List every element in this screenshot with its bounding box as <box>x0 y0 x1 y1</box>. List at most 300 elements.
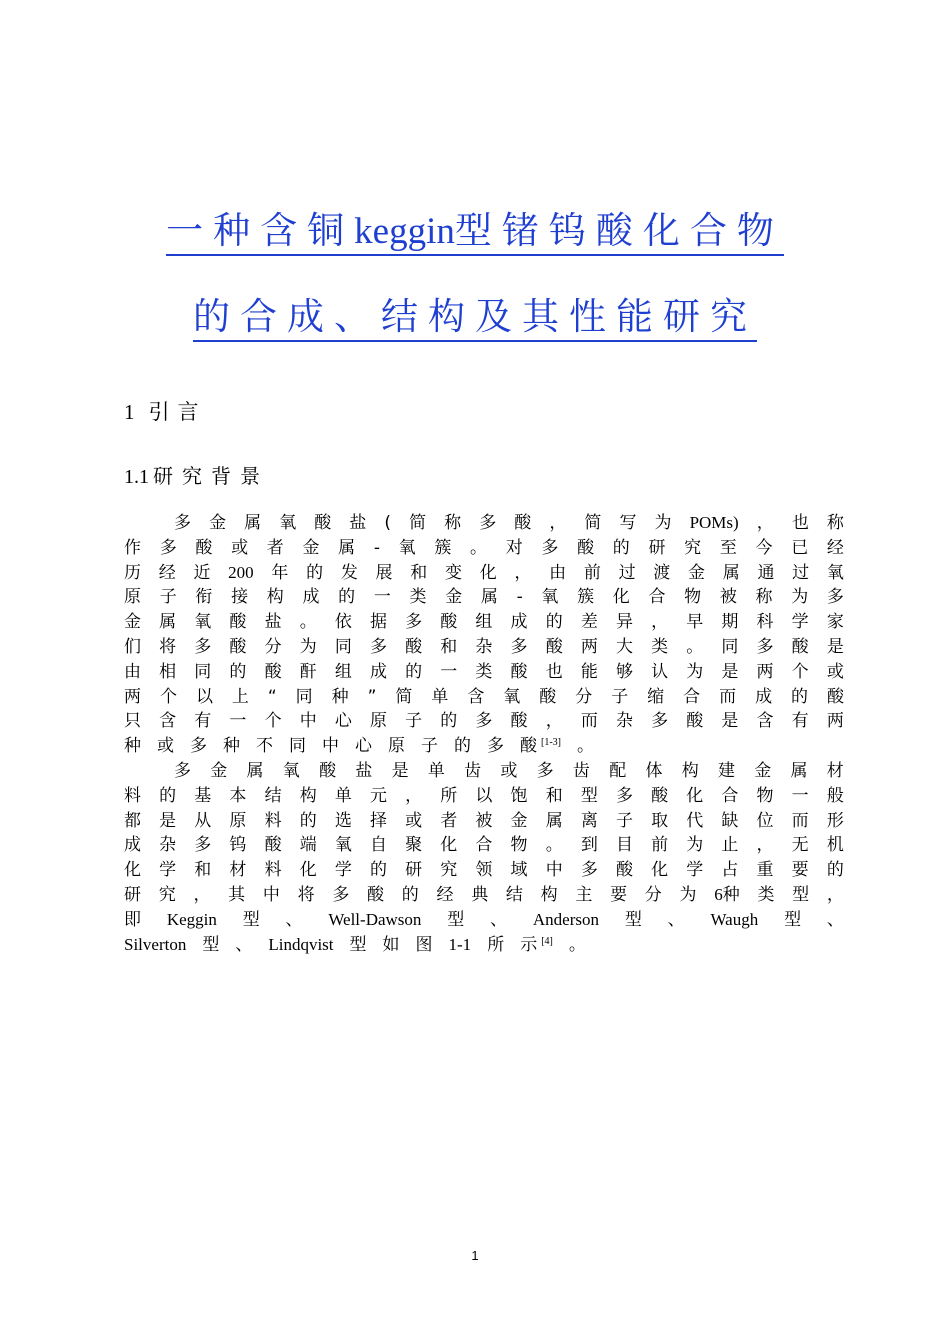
text-token: 重 <box>756 860 774 881</box>
text-token: 型 <box>792 884 810 905</box>
text-token: 钨 <box>229 835 247 856</box>
paragraph-line <box>124 734 844 759</box>
text-token: 原 <box>388 736 405 757</box>
text-token: 而 <box>580 711 598 732</box>
text-token: ， <box>405 785 423 806</box>
text-token: 前 <box>651 835 669 856</box>
text-token: 的 <box>338 587 356 608</box>
text-token: 中 <box>262 884 280 905</box>
text-token: ， <box>514 562 532 583</box>
paragraph-line <box>124 809 844 834</box>
text-token: 是 <box>721 661 739 682</box>
text-token: 的 <box>826 860 844 881</box>
text-token: - <box>373 537 380 558</box>
text-token: 要 <box>610 884 628 905</box>
text-token: 属 <box>338 537 356 558</box>
text-token: 材 <box>229 860 247 881</box>
text-token: 家 <box>826 612 844 633</box>
text-token: 型 <box>624 909 642 930</box>
text-token: ， <box>193 884 211 905</box>
text-token: 原 <box>229 810 247 831</box>
text-token: 科 <box>756 612 774 633</box>
text-token: 两 <box>826 711 844 732</box>
text-token: 酸 <box>510 711 528 732</box>
text-token: 简 <box>409 513 427 533</box>
text-token: 为 <box>654 513 672 533</box>
text-token: 化 <box>651 860 669 881</box>
text-token: 簇 <box>434 537 452 558</box>
text-token: 饱 <box>510 785 528 806</box>
text-token: 有 <box>194 711 212 732</box>
text-token: 由 <box>549 562 567 583</box>
text-token: Waugh <box>710 909 759 929</box>
text-token: 学 <box>159 860 177 881</box>
text-token: 心 <box>334 711 352 732</box>
text-token: 择 <box>369 810 387 831</box>
text-token: 氧 <box>541 587 559 608</box>
text-token: 酸 <box>791 636 809 657</box>
text-token: 一 <box>373 587 391 608</box>
text-token: 多 <box>580 860 598 881</box>
text-token: 子 <box>159 587 177 608</box>
text-token: 的 <box>229 661 247 682</box>
text-token: 是 <box>721 711 739 732</box>
text-token: 研 <box>648 537 666 558</box>
section-heading-1 <box>124 396 207 426</box>
paragraph-line <box>124 908 844 933</box>
text-token: 简 <box>584 513 602 533</box>
text-token: 酸 <box>510 661 528 682</box>
text-token: 典 <box>471 884 489 905</box>
text-token: 合 <box>683 686 701 707</box>
text-token: 作 <box>124 537 141 558</box>
text-token: 将 <box>159 636 177 657</box>
text-token: 中 <box>545 860 563 881</box>
text-token: 酸 <box>319 760 337 781</box>
text-token: 多 <box>194 636 212 657</box>
text-token: 组 <box>475 612 493 633</box>
text-token: 以 <box>195 686 213 707</box>
text-token: 合 <box>648 587 666 608</box>
text-token: 的 <box>791 686 809 707</box>
text-token: 般 <box>826 785 844 806</box>
text-token: 物 <box>756 785 774 806</box>
text-token: 、 <box>285 909 303 930</box>
text-token: 。 <box>470 537 488 558</box>
paragraph-line <box>124 883 844 908</box>
paragraph-line <box>124 685 844 710</box>
text-token: 酸 <box>545 636 563 657</box>
text-token: 本 <box>229 785 247 806</box>
text-token: 子 <box>615 810 633 831</box>
text-token: 多 <box>510 636 528 657</box>
text-token: 无 <box>791 835 809 856</box>
text-token: 盐 <box>349 513 367 533</box>
text-token: 金 <box>302 537 320 558</box>
text-token: 酸 <box>229 612 247 633</box>
text-token: 属 <box>244 513 262 533</box>
text-token: 型 <box>447 909 465 930</box>
subsection-title: 研究背景 <box>153 464 269 488</box>
text-token: 化 <box>299 860 317 881</box>
text-token: 酸 <box>264 835 282 856</box>
text-token: ， <box>756 513 774 533</box>
text-token: 种 <box>124 736 141 757</box>
document-title <box>100 208 850 340</box>
text-token: 也 <box>791 513 809 533</box>
text-token: 单 <box>334 785 352 806</box>
text-token: 多 <box>487 736 504 757</box>
text-token: 写 <box>619 513 637 533</box>
text-token: 氧 <box>279 513 297 533</box>
text-token: 。 <box>299 612 317 633</box>
text-token: 和 <box>410 562 428 583</box>
text-token: 或 <box>826 661 844 682</box>
text-token: 一 <box>229 711 247 732</box>
text-token: 两 <box>580 636 598 657</box>
text-token: 的 <box>545 612 563 633</box>
text-token: 种 <box>223 736 240 757</box>
text-token: 的 <box>401 884 419 905</box>
text-token: 领 <box>475 860 493 881</box>
text-token: 究 <box>684 537 702 558</box>
text-token: 结 <box>505 884 523 905</box>
text-token: 子 <box>611 686 629 707</box>
text-token: Lindqvist <box>268 934 334 954</box>
text-token: 酸 <box>686 711 704 732</box>
title-part-line2: 的合成、结构及其性能研究 <box>193 295 757 342</box>
text-token: 类 <box>757 884 775 905</box>
text-token: 元 <box>369 785 387 806</box>
text-token: 配 <box>609 760 627 781</box>
text-token: 中 <box>299 711 317 732</box>
text-token: 大 <box>615 636 633 657</box>
text-token: 形 <box>826 810 844 831</box>
text-token: 过 <box>792 562 810 583</box>
text-token: 酸 <box>827 686 844 707</box>
paragraph-line <box>124 660 844 685</box>
text-token: 杂 <box>615 711 633 732</box>
text-token: 从 <box>194 810 212 831</box>
subsection-number: 1.1 <box>124 466 149 488</box>
text-token: 也 <box>545 661 563 682</box>
text-token: 盐 <box>264 612 282 633</box>
text-token: 体 <box>645 760 663 781</box>
text-token: 同 <box>194 661 212 682</box>
text-token: 研 <box>124 884 141 905</box>
paragraph-line <box>124 561 844 586</box>
title-line-2 <box>100 294 850 340</box>
text-token: 和 <box>194 860 212 881</box>
text-token: 子 <box>421 736 438 757</box>
text-token: 或 <box>231 537 249 558</box>
text-token: 同 <box>334 636 352 657</box>
text-token: 前 <box>583 562 601 583</box>
text-token: 两 <box>756 661 774 682</box>
text-token: 多 <box>541 537 559 558</box>
text-token: 是 <box>391 760 409 781</box>
text-token: 要 <box>791 860 809 881</box>
text-token: 即 <box>124 909 141 930</box>
text-token: 简 <box>395 686 413 707</box>
text-token: 氧 <box>282 760 300 781</box>
paragraph-line <box>124 709 844 734</box>
text-token: 缺 <box>721 810 739 831</box>
text-token: 组 <box>334 661 352 682</box>
text-token: 料 <box>124 785 141 806</box>
text-token: 构 <box>540 884 558 905</box>
text-token: 以 <box>475 785 493 806</box>
text-token: 建 <box>717 760 735 781</box>
text-token: 氧 <box>398 537 416 558</box>
text-token: 化 <box>440 835 458 856</box>
title-part-a: 一种含铜 <box>166 209 355 252</box>
text-token: 酸 <box>615 860 633 881</box>
text-token: 两 <box>124 686 141 707</box>
text-token: 相 <box>159 661 177 682</box>
text-token: 多 <box>369 636 387 657</box>
title-part-b: 型锗钨酸化合物 <box>454 209 784 252</box>
text-token: 、 <box>490 909 508 930</box>
text-token: 端 <box>299 835 317 856</box>
text-token: 含 <box>756 711 774 732</box>
text-token: 单 <box>431 686 449 707</box>
text-token: 200 <box>228 562 254 582</box>
text-token: 。 <box>568 934 586 955</box>
text-token: ， <box>549 513 567 533</box>
text-token: 含 <box>467 686 485 707</box>
text-token: 的 <box>454 736 471 757</box>
text-token: 的 <box>405 661 423 682</box>
text-token: 金 <box>688 562 705 583</box>
text-token: 已 <box>791 537 809 558</box>
text-token: 合 <box>475 835 493 856</box>
text-token: 型 <box>202 934 220 955</box>
text-token: 离 <box>580 810 598 831</box>
text-token: 年 <box>271 562 289 583</box>
text-token: 簇 <box>577 587 595 608</box>
paragraph-line <box>124 784 844 809</box>
text-token: 同 <box>721 636 739 657</box>
text-token: Silverton <box>124 934 187 954</box>
paragraph-line <box>124 536 844 561</box>
text-token: 属 <box>246 760 264 781</box>
text-token: 合 <box>721 785 739 806</box>
paragraph-line <box>124 933 844 958</box>
text-token: - <box>516 587 523 608</box>
text-token: 一 <box>791 785 809 806</box>
text-token: 的 <box>612 537 630 558</box>
text-token: 金 <box>754 760 772 781</box>
text-token: ” <box>367 686 377 707</box>
text-token: 化 <box>479 562 497 583</box>
subsection-heading-1-1 <box>124 460 269 489</box>
text-token: 而 <box>791 810 809 831</box>
text-token: 类 <box>409 587 427 608</box>
text-token: 分 <box>575 686 593 707</box>
text-token: 发 <box>340 562 358 583</box>
text-token: 们 <box>124 636 141 657</box>
text-token: 由 <box>124 661 141 682</box>
text-token: 历 <box>124 562 141 583</box>
text-token: 构 <box>266 587 284 608</box>
text-token: 所 <box>440 785 458 806</box>
section-title: 引言 <box>148 400 207 424</box>
text-token: 是 <box>826 636 844 657</box>
text-token: 酸 <box>514 513 532 533</box>
text-token: 心 <box>355 736 372 757</box>
text-token: 原 <box>369 711 387 732</box>
text-token: 、 <box>235 934 253 955</box>
citation-reference: [4] <box>541 935 553 947</box>
text-token: 型 <box>580 785 598 806</box>
text-token: 。 <box>577 736 594 757</box>
text-token: 酸 <box>367 884 385 905</box>
text-token: 物 <box>510 835 528 856</box>
text-token: 多 <box>159 537 177 558</box>
text-token: 酸 <box>440 612 458 633</box>
text-token: 够 <box>615 661 633 682</box>
text-token: ， <box>756 835 774 856</box>
text-token: 料 <box>264 860 282 881</box>
text-token: 都 <box>124 810 141 831</box>
text-token: 同 <box>295 686 313 707</box>
text-token: 经 <box>158 562 176 583</box>
text-token: 个 <box>264 711 282 732</box>
text-token: Well-Dawson <box>328 909 422 929</box>
text-token: 的 <box>440 711 458 732</box>
paragraph-line <box>124 833 844 858</box>
text-token: 渡 <box>653 562 671 583</box>
text-token: 氧 <box>194 612 212 633</box>
text-token: 通 <box>757 562 775 583</box>
text-token: ( <box>384 513 392 533</box>
text-token: “ <box>267 686 277 707</box>
text-token: 期 <box>721 612 739 633</box>
text-token: 到 <box>580 835 598 856</box>
text-token: 一 <box>440 661 458 682</box>
text-token: 为 <box>791 587 809 608</box>
text-token: 酸 <box>314 513 332 533</box>
text-token: 取 <box>651 810 669 831</box>
text-token: 酸 <box>195 537 213 558</box>
text-token: 多 <box>405 612 423 633</box>
text-token: 多 <box>756 636 774 657</box>
text-token: 位 <box>756 810 774 831</box>
text-token: 化 <box>124 860 141 881</box>
text-token: 料 <box>264 810 282 831</box>
text-token: 接 <box>231 587 249 608</box>
text-token: 同 <box>289 736 306 757</box>
section-number: 1 <box>124 400 135 424</box>
text-token: 金 <box>445 587 463 608</box>
title-part-latin: keggin <box>354 211 455 252</box>
text-token: 上 <box>231 686 249 707</box>
text-token: 究 <box>158 884 176 905</box>
text-token: 类 <box>651 636 669 657</box>
text-token: 结 <box>264 785 282 806</box>
text-token: 被 <box>719 587 737 608</box>
text-token: 研 <box>405 860 423 881</box>
text-token: 、 <box>667 909 685 930</box>
text-token: 被 <box>475 810 493 831</box>
text-token: 为 <box>299 636 317 657</box>
text-token: 含 <box>159 711 177 732</box>
text-token: 多 <box>194 835 212 856</box>
text-token: 自 <box>369 835 387 856</box>
text-token: 酐 <box>299 661 317 682</box>
text-token: 个 <box>791 661 809 682</box>
text-token: 的 <box>369 860 387 881</box>
text-token: 金 <box>124 612 141 633</box>
text-token: 究 <box>440 860 458 881</box>
text-token: 者 <box>440 810 458 831</box>
text-token: 者 <box>266 537 284 558</box>
text-token: Anderson <box>532 909 600 929</box>
text-token: 为 <box>686 835 704 856</box>
text-token: 型 <box>784 909 802 930</box>
body-paragraphs <box>124 511 844 957</box>
text-token: 展 <box>375 562 393 583</box>
text-token: 成 <box>124 835 141 856</box>
text-token: 个 <box>159 686 177 707</box>
text-token: 至 <box>719 537 737 558</box>
text-token: 6种 <box>714 884 740 904</box>
text-token: 选 <box>334 810 352 831</box>
text-token: 将 <box>297 884 315 905</box>
text-token: 属 <box>790 760 808 781</box>
text-token: 不 <box>256 736 273 757</box>
text-token: 金 <box>210 760 228 781</box>
text-token: 为 <box>679 884 697 905</box>
text-token: 金 <box>209 513 227 533</box>
text-token: 氧 <box>334 835 352 856</box>
text-token: 能 <box>580 661 598 682</box>
text-token: 机 <box>826 835 844 856</box>
text-token: 差 <box>580 612 598 633</box>
text-token: 聚 <box>405 835 423 856</box>
text-token: 成 <box>369 661 387 682</box>
text-token: 而 <box>719 686 737 707</box>
text-token: 是 <box>159 810 177 831</box>
text-token: ， <box>651 612 669 633</box>
text-token: 多 <box>190 736 207 757</box>
text-token: 主 <box>575 884 593 905</box>
text-token: 属 <box>722 562 740 583</box>
text-token: 1-1 <box>448 934 472 954</box>
text-token: 和 <box>545 785 563 806</box>
text-token: 称 <box>826 513 844 533</box>
text-token: 或 <box>157 736 174 757</box>
text-token: 。 <box>545 835 563 856</box>
text-token: ， <box>826 884 844 905</box>
text-token: 成 <box>302 587 320 608</box>
text-token: 域 <box>510 860 528 881</box>
paragraph-line <box>124 635 844 660</box>
text-token: 多 <box>615 785 633 806</box>
text-token: 多 <box>479 513 497 533</box>
text-token: 成 <box>510 612 528 633</box>
text-token: 过 <box>618 562 636 583</box>
text-token: 型 <box>349 934 367 955</box>
text-token: 所 <box>487 934 505 955</box>
text-token: 盐 <box>355 760 373 781</box>
text-token: 的 <box>299 810 317 831</box>
text-token: 物 <box>684 587 702 608</box>
text-token: 为 <box>686 661 704 682</box>
text-token: 占 <box>721 860 739 881</box>
text-token: 变 <box>444 562 462 583</box>
